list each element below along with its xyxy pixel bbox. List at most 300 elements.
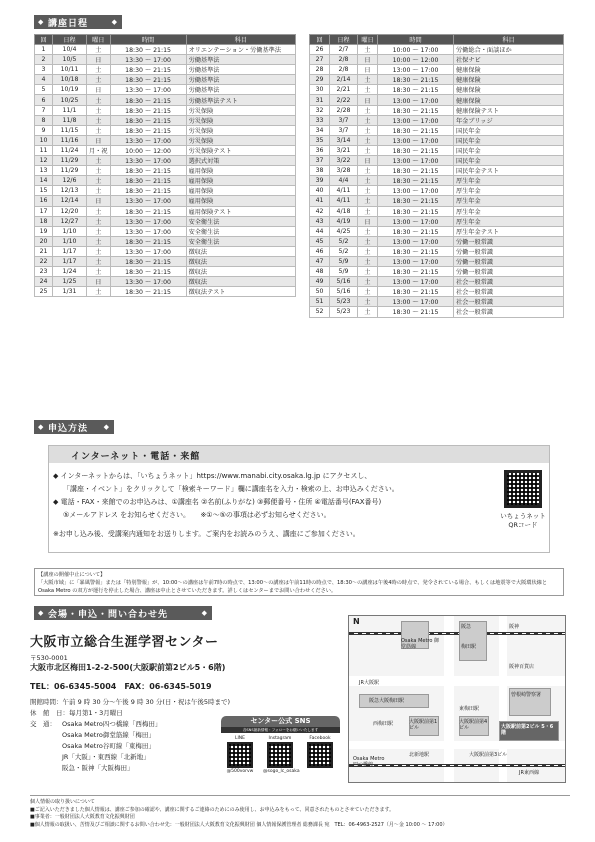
table-cell: 18:30 ～ 21:15 [378, 226, 454, 236]
table-cell: 18:30 ～ 21:15 [110, 95, 186, 105]
table-cell: 12/13 [53, 186, 87, 196]
table-cell: 厚生年金 [454, 176, 564, 186]
table-cell: 土 [358, 246, 378, 256]
table-cell: 11/8 [53, 115, 87, 125]
map-label-jr-osaka: JR大阪駅 [359, 680, 379, 686]
table-cell: 土 [87, 166, 111, 176]
schedule-header-cell: 日程 [53, 35, 87, 45]
table-cell: 労働一般常識 [454, 236, 564, 246]
notice-title: 【講座の開催中止について】 [38, 572, 106, 578]
table-cell: 3/7 [330, 115, 358, 125]
table-cell: 18:30 ～ 21:15 [110, 75, 186, 85]
table-cell: 労働一般常識 [454, 256, 564, 266]
table-row [35, 115, 296, 125]
table-cell: 43 [310, 216, 330, 226]
table-cell: 年金ブリッジ [454, 115, 564, 125]
table-row [310, 166, 564, 176]
table-cell: 13:00 ～ 17:00 [378, 95, 454, 105]
table-cell: 土 [87, 216, 111, 226]
table-cell: 2/14 [330, 75, 358, 85]
table-cell: 13:00 ～ 17:00 [378, 135, 454, 145]
table-cell: 24 [35, 277, 53, 287]
map-label-higashi-umeda: 東梅田駅 [459, 706, 480, 712]
qr-caption-2: QRコード [508, 521, 538, 529]
table-cell: 雇用保険テスト [186, 206, 295, 216]
table-row [35, 55, 296, 65]
table-cell: 労災保険 [186, 125, 295, 135]
table-cell: 社会一般常識 [454, 287, 564, 297]
table-cell: 18:30 ～ 21:15 [378, 196, 454, 206]
venue-address: 大阪市北区梅田1-2-2-500(大阪駅前第2ビル5・6階) [30, 663, 226, 672]
table-cell: 労働基準法 [186, 65, 295, 75]
table-cell: 土 [87, 186, 111, 196]
map-label-midosuji: Osaka Metro 御堂筋線 [401, 638, 440, 650]
table-cell: 社会一般常識 [454, 307, 564, 317]
table-cell: 土 [358, 256, 378, 266]
table-cell: 49 [310, 277, 330, 287]
sns-instagram-id: @sogo_lc_osaka [263, 769, 300, 774]
table-cell: 4/11 [330, 196, 358, 206]
table-row [35, 277, 296, 287]
table-cell: 徴収法 [186, 256, 295, 266]
schedule-header-cell: 科目 [186, 35, 295, 45]
table-cell: 1/10 [53, 226, 87, 236]
table-cell: 34 [310, 125, 330, 135]
apply-line-5: ※お申し込み後、受講案内通知をお送りします。ご案内をお読みのうえ、講座にご参加ください。 [53, 530, 360, 538]
table-row [35, 287, 296, 297]
table-cell: 土 [87, 65, 111, 75]
table-cell: 13:30 ～ 17:00 [110, 226, 186, 236]
table-cell: 10/18 [53, 75, 87, 85]
table-cell: 厚生年金 [454, 196, 564, 206]
table-cell: 10/19 [53, 85, 87, 95]
table-row [35, 85, 296, 95]
table-cell: 47 [310, 256, 330, 266]
schedule-header-cell: 時間 [378, 35, 454, 45]
table-cell: 5/9 [330, 256, 358, 266]
schedule-header-cell: 科目 [454, 35, 564, 45]
privacy-notice [30, 799, 570, 829]
table-cell: 国民年金 [454, 156, 564, 166]
table-row [35, 75, 296, 85]
table-cell: 18:30 ～ 21:15 [110, 236, 186, 246]
table-row [310, 196, 564, 206]
instagram-qr-code[interactable] [267, 742, 293, 768]
apply-line-2: 「講座・イベント」をクリックして「検索キーワード」欄に講座名を入力・検索の上、お申込みください。 [63, 485, 399, 493]
table-row [35, 246, 296, 256]
venue-section-title: ◆ 会場・申込・問い合わせ先 [48, 609, 169, 620]
transport-label: 交 通： [30, 720, 56, 728]
table-cell: 23 [35, 267, 53, 277]
map-label-umeda-dept: 阪神百貨店 [509, 664, 535, 670]
table-cell: 52 [310, 307, 330, 317]
table-row [35, 226, 296, 236]
table-cell: 土 [87, 95, 111, 105]
table-cell: 18:30 ～ 21:15 [110, 125, 186, 135]
table-cell: 5/2 [330, 236, 358, 246]
table-cell: 42 [310, 206, 330, 216]
map-label-sonezaki: 曾根崎警察署 [511, 692, 542, 698]
table-cell: 13:30 ～ 17:00 [110, 156, 186, 166]
table-row [35, 105, 296, 115]
table-cell: 土 [358, 206, 378, 216]
table-cell: 28 [310, 65, 330, 75]
table-cell: 国民年金 [454, 135, 564, 145]
access-map[interactable] [348, 615, 566, 783]
table-cell: 健康保険 [454, 65, 564, 75]
table-cell: 健康保険テスト [454, 105, 564, 115]
table-row [310, 226, 564, 236]
table-row [310, 246, 564, 256]
table-cell: 18:30 ～ 21:15 [378, 307, 454, 317]
table-cell: 18:30 ～ 21:15 [110, 256, 186, 266]
table-cell: 国民年金 [454, 125, 564, 135]
sns-facebook-name: Facebook [309, 736, 331, 741]
schedule-section-bar [34, 15, 122, 29]
table-cell: 2 [35, 55, 53, 65]
table-cell: 51 [310, 297, 330, 307]
table-row [35, 135, 296, 145]
apply-line-4: ⑤メールアドレス をお知らせください。 ※①～⑤の事項は必ずお知らせください。 [63, 511, 331, 519]
table-cell: 31 [310, 95, 330, 105]
table-row [35, 236, 296, 246]
table-row [35, 45, 296, 55]
table-cell: 10 [35, 135, 53, 145]
table-cell: 36 [310, 145, 330, 155]
table-cell: 労災保険 [186, 115, 295, 125]
table-cell: 土 [87, 115, 111, 125]
qr-caption-1: いちょうネット [500, 512, 546, 520]
table-cell: 13:00 ～ 17:00 [378, 256, 454, 266]
schedule-header-cell: 曜日 [358, 35, 378, 45]
cancellation-notice [34, 568, 564, 596]
table-row [35, 176, 296, 186]
venue-name: 大阪市立総合生涯学習センター [30, 635, 219, 650]
table-cell: 13:30 ～ 17:00 [110, 196, 186, 206]
map-label-nishi-umeda: 西梅田駅 [373, 721, 394, 727]
table-row [310, 287, 564, 297]
table-cell: 2/8 [330, 65, 358, 75]
table-cell: 37 [310, 156, 330, 166]
table-cell: 11/29 [53, 156, 87, 166]
table-cell: 18:30 ～ 21:15 [378, 125, 454, 135]
table-cell: 土 [358, 45, 378, 55]
table-cell: 1/10 [53, 236, 87, 246]
table-cell: 土 [358, 85, 378, 95]
table-row [310, 267, 564, 277]
footer-divider [30, 795, 570, 796]
table-cell: 12 [35, 156, 53, 166]
sns-instagram[interactable] [263, 736, 300, 774]
table-cell: 日 [87, 135, 111, 145]
table-cell: 土 [87, 267, 111, 277]
table-cell: 32 [310, 105, 330, 115]
table-cell: 20 [35, 236, 53, 246]
table-cell: 雇用保険 [186, 186, 295, 196]
table-cell: 12/20 [53, 206, 87, 216]
table-cell: 土 [87, 105, 111, 115]
table-cell: 土 [87, 156, 111, 166]
table-cell: 44 [310, 226, 330, 236]
table-cell: 土 [87, 206, 111, 216]
table-cell: 徴収法テスト [186, 287, 295, 297]
table-row [310, 95, 564, 105]
table-cell: 18:30 ～ 21:15 [110, 45, 186, 55]
table-cell: 健康保険 [454, 75, 564, 85]
table-cell: 18:30 ～ 21:15 [110, 186, 186, 196]
table-cell: 18:30 ～ 21:15 [110, 105, 186, 115]
table-cell: 土 [87, 226, 111, 236]
map-label-kitashinchi: 北新地駅 [409, 752, 430, 758]
table-cell: 15 [35, 186, 53, 196]
table-cell: 5/16 [330, 277, 358, 287]
sns-instagram-name: Instagram [268, 736, 292, 741]
table-cell: 5/2 [330, 246, 358, 256]
map-label-ekimae1: 大阪駅前第1ビル [409, 719, 438, 731]
table-cell: 11/24 [53, 145, 87, 155]
diamond-icon: ◆ [103, 423, 110, 431]
table-row [35, 156, 296, 166]
table-row [35, 95, 296, 105]
table-cell: 5/23 [330, 297, 358, 307]
qr-caption [495, 512, 551, 530]
table-row [35, 145, 296, 155]
table-cell: 土 [358, 287, 378, 297]
table-cell: 月・祝 [87, 145, 111, 155]
table-row [310, 256, 564, 266]
table-cell: 18 [35, 216, 53, 226]
table-cell: 10/11 [53, 65, 87, 75]
table-cell: 18:30 ～ 21:15 [110, 287, 186, 297]
table-cell: 選択式対策 [186, 156, 295, 166]
table-cell: 18:30 ～ 21:15 [378, 145, 454, 155]
table-row [310, 186, 564, 196]
table-cell: 13:30 ～ 17:00 [110, 135, 186, 145]
table-cell: 土 [87, 246, 111, 256]
map-label-jr-tozai: JR東西線 [519, 770, 539, 776]
map-label-ekimae4: 大阪駅前第4ビル [459, 719, 488, 731]
table-cell: 13:30 ～ 17:00 [110, 246, 186, 256]
table-cell: 13:30 ～ 17:00 [110, 55, 186, 65]
table-cell: 土 [358, 226, 378, 236]
table-cell: 4/4 [330, 176, 358, 186]
table-cell: 11/16 [53, 135, 87, 145]
table-cell: 13:30 ～ 17:00 [110, 277, 186, 287]
apply-internet-line [53, 470, 493, 541]
privacy-line-2: ■事業者：一般財団法人大阪教育文化振興財団 [30, 814, 135, 820]
table-cell: 土 [87, 236, 111, 246]
table-cell: 厚生年金 [454, 206, 564, 216]
table-cell: 1/25 [53, 277, 87, 287]
table-row [310, 156, 564, 166]
diamond-icon: ◆ [111, 18, 118, 26]
table-cell: 18:30 ～ 21:15 [110, 65, 186, 75]
table-row [310, 216, 564, 226]
sns-title: センター公式 SNS [221, 716, 340, 727]
table-cell: 18:30 ～ 21:15 [378, 166, 454, 176]
table-cell: 労働基準法テスト [186, 95, 295, 105]
table-cell: 2/21 [330, 85, 358, 95]
table-cell: 労働一般常識 [454, 267, 564, 277]
table-cell: 11 [35, 145, 53, 155]
table-row [35, 196, 296, 206]
table-cell: 社会一般常識 [454, 277, 564, 287]
table-cell: 13:00 ～ 17:00 [378, 115, 454, 125]
transport-item: Osaka Metro谷町線「東梅田」 [62, 742, 155, 750]
ichou-net-qr-code[interactable] [504, 470, 542, 508]
table-row [310, 176, 564, 186]
table-cell: 日 [87, 196, 111, 206]
sns-line-id: @500vorvw [226, 769, 254, 774]
table-row [35, 65, 296, 75]
table-cell: 12/14 [53, 196, 87, 206]
table-cell: 日 [358, 65, 378, 75]
table-cell: 安全衛生法 [186, 226, 295, 236]
table-cell: オリエンテーション・労働基準法 [186, 45, 295, 55]
table-cell: 11/15 [53, 125, 87, 135]
sns-line-name: LINE [234, 736, 246, 741]
table-cell: 13:00 ～ 17:00 [378, 277, 454, 287]
table-cell: 社保ナビ [454, 55, 564, 65]
table-cell: 8 [35, 115, 53, 125]
table-cell: 雇用保険 [186, 166, 295, 176]
table-cell: 50 [310, 287, 330, 297]
table-cell: 18:30 ～ 21:15 [378, 246, 454, 256]
transport-item: Osaka Metro四つ橋線「西梅田」 [62, 720, 162, 728]
table-cell: 39 [310, 176, 330, 186]
apply-heading: インターネット・電話・来館 [49, 446, 549, 463]
table-cell: 30 [310, 85, 330, 95]
table-cell: 13:00 ～ 17:00 [378, 156, 454, 166]
table-cell: 10/5 [53, 55, 87, 65]
table-cell: 10/25 [53, 95, 87, 105]
table-cell: 13:30 ～ 17:00 [110, 85, 186, 95]
table-cell: 土 [358, 236, 378, 246]
table-row [310, 105, 564, 115]
table-cell: 18:30 ～ 21:15 [378, 267, 454, 277]
privacy-line-1: ■ご記入いただきました個人情報は、講座ご参加の確認や、講座に関するご連絡のためにのみ使用し、お申込みをもって、同意されたものとさせていただきます。 [30, 806, 395, 813]
table-cell: 土 [358, 267, 378, 277]
transport-list [62, 719, 161, 774]
table-cell: 1 [35, 45, 53, 55]
table-cell: 安全衛生法 [186, 216, 295, 226]
schedule-header-cell: 日程 [330, 35, 358, 45]
venue-hours: 開館時間：午前 9 時 30 分～午後 9 時 30 分(日・祝は午後5時まで) [30, 698, 231, 706]
table-cell: 9 [35, 125, 53, 135]
table-cell: 土 [358, 166, 378, 176]
table-cell: 12/27 [53, 216, 87, 226]
table-cell: 13:00 ～ 17:00 [378, 65, 454, 75]
table-cell: 社会一般常識 [454, 297, 564, 307]
table-cell: 日 [87, 277, 111, 287]
map-label-yotsubashi: Osaka Metro 四つ橋線 [353, 756, 385, 768]
table-cell: 10:00 ～ 17:00 [378, 45, 454, 55]
table-cell: 厚生年金テスト [454, 226, 564, 236]
table-cell: 土 [358, 105, 378, 115]
venue-tel-fax: TEL：06-6345-5004 FAX：06-6345-5019 [30, 682, 212, 691]
sns-line[interactable] [223, 736, 257, 774]
table-cell: 18:30 ～ 21:15 [378, 75, 454, 85]
venue-closed: 休 館 日：毎月第1・3月曜日 [30, 709, 123, 717]
table-cell: 1/24 [53, 267, 87, 277]
table-cell: 13:30 ～ 17:00 [110, 216, 186, 226]
table-cell: 13:00 ～ 17:00 [378, 216, 454, 226]
facebook-qr-code[interactable] [307, 742, 333, 768]
table-cell: 1/31 [53, 287, 87, 297]
table-cell: 土 [358, 297, 378, 307]
apply-box [48, 445, 550, 553]
table-cell: 厚生年金 [454, 216, 564, 226]
transport-item: JR「大阪」・東西線「北新地」 [62, 753, 150, 761]
map-label-hankyu-umeda: 阪急大阪梅田駅 [369, 698, 405, 704]
table-cell: 土 [358, 277, 378, 287]
table-cell: 徴収法 [186, 277, 295, 287]
table-cell: 3/7 [330, 125, 358, 135]
table-cell: 4 [35, 75, 53, 85]
table-cell: 5/23 [330, 307, 358, 317]
sns-facebook[interactable] [303, 736, 337, 769]
table-cell: 日 [358, 156, 378, 166]
diamond-icon: ◆ [201, 609, 208, 617]
table-cell: 厚生年金 [454, 186, 564, 196]
table-cell: 2/22 [330, 95, 358, 105]
table-cell: 土 [358, 307, 378, 317]
table-cell: 4/18 [330, 206, 358, 216]
table-row [310, 236, 564, 246]
table-row [310, 297, 564, 307]
table-cell: 17 [35, 206, 53, 216]
table-row [310, 85, 564, 95]
table-cell: 土 [87, 287, 111, 297]
table-cell: 5/9 [330, 267, 358, 277]
table-cell: 10:00 ～ 12:00 [110, 145, 186, 155]
table-cell: 労働総合・面談ほか [454, 45, 564, 55]
table-cell: 18:30 ～ 21:15 [378, 105, 454, 115]
table-cell: 38 [310, 166, 330, 176]
table-row [35, 186, 296, 196]
table-row [310, 55, 564, 65]
table-row [35, 267, 296, 277]
table-cell: 徴収法 [186, 267, 295, 277]
table-cell: 46 [310, 246, 330, 256]
privacy-title: 個人情報の取り扱いについて [30, 799, 95, 805]
table-cell: 土 [358, 135, 378, 145]
schedule-header-cell: 回 [35, 35, 53, 45]
line-qr-code[interactable] [227, 742, 253, 768]
table-cell: 3/28 [330, 166, 358, 176]
table-cell: 29 [310, 75, 330, 85]
table-cell: 土 [87, 176, 111, 186]
table-row [35, 216, 296, 226]
table-cell: 土 [87, 45, 111, 55]
table-cell: 雇用保険 [186, 196, 295, 206]
north-arrow-icon: N [353, 617, 360, 626]
table-cell: 健康保険 [454, 95, 564, 105]
table-cell: 13:00 ～ 17:00 [378, 236, 454, 246]
schedule-table-right [309, 34, 564, 318]
table-cell: 48 [310, 267, 330, 277]
table-cell: 3/22 [330, 156, 358, 166]
transport-item: Osaka Metro御堂筋線「梅田」 [62, 731, 155, 739]
table-row [310, 125, 564, 135]
apply-line-3: ◆ 電話・FAX・来館でのお申込みは、①講座名 ②名前(ふりがな) ③郵便番号・住所 ④電話番号(FAX番号) [53, 498, 382, 506]
table-cell: 安全衛生法 [186, 236, 295, 246]
table-cell: 労働基準法 [186, 85, 295, 95]
venue-postal: 〒530-0001 [30, 654, 68, 662]
schedule-table-left [34, 34, 296, 297]
table-cell: 土 [87, 75, 111, 85]
venue-section-bar [34, 606, 212, 620]
